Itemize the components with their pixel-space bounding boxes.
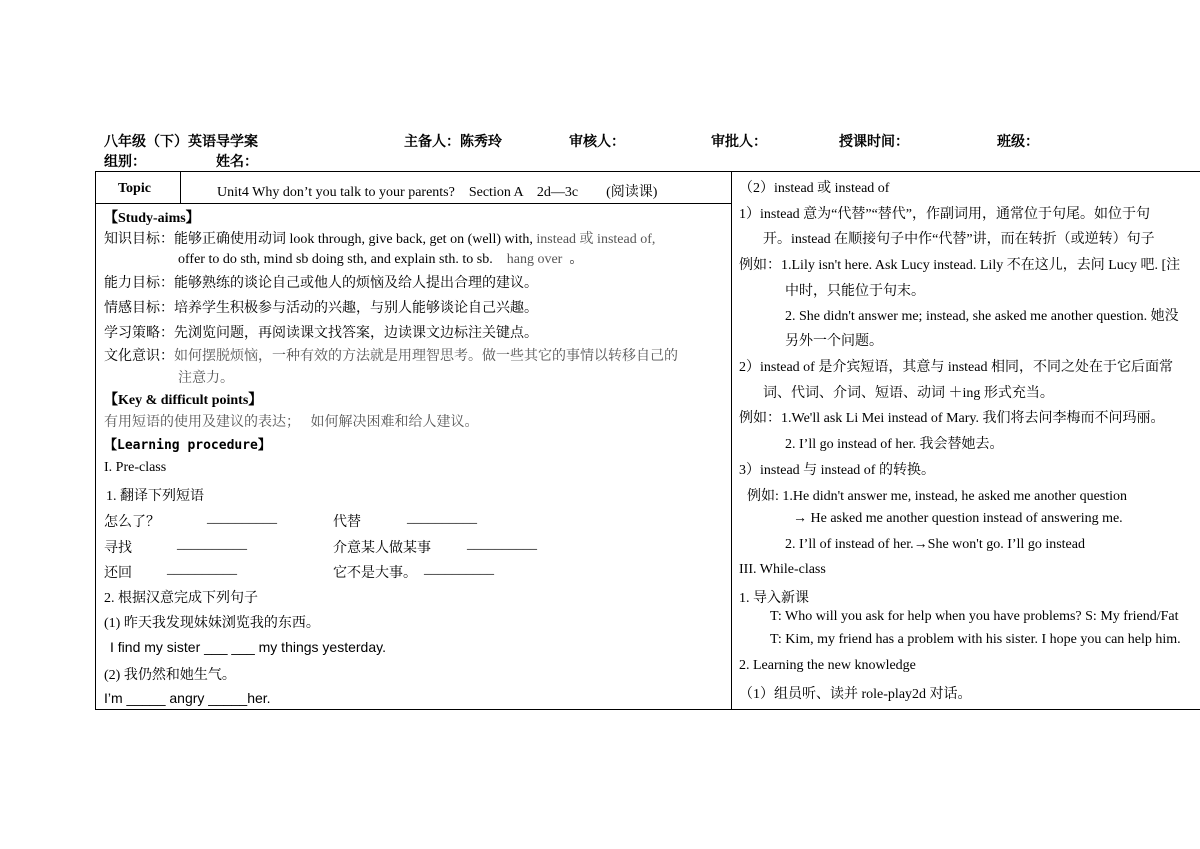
phrase-blank: __________ xyxy=(407,511,477,526)
culture-aim-line1 xyxy=(104,345,678,365)
task2-heading: 2. 根据汉意完成下列句子 xyxy=(104,591,258,606)
preclass-heading: I. Pre-class xyxy=(104,460,167,475)
key-points-heading: 【Key & difficult points】 xyxy=(104,393,263,408)
while-class-heading: III. While-class xyxy=(739,562,826,577)
key-points-text: 有用短语的使用及建议的表达； 如何解决困难和给人建议。 xyxy=(104,415,479,430)
phrase-blank: __________ xyxy=(467,537,537,552)
task1-heading: 1. 翻译下列短语 xyxy=(106,489,204,504)
right-line-12: 3）instead 与 instead of 的转换。 xyxy=(739,463,935,478)
right-line-2: 1）instead 意为“代替”“替代”，作副词用，通常位于句尾。如位于句 xyxy=(739,207,1151,222)
doc-title: 八年级（下）英语导学案 xyxy=(104,135,258,150)
ability-aim: 能力目标：能够熟练的谈论自己或他人的烦恼及给人提出合理的建议。 xyxy=(104,276,538,291)
emotion-aim: 情感目标：培养学生积极参与活动的兴趣，与别人能够谈论自己兴趣。 xyxy=(104,301,538,316)
sentence2-cn: (2) 我仍然和她生气。 xyxy=(104,668,236,683)
topic-value: Unit4 Why don’t you talk to your parents? Section A 2d—3c (阅读课) xyxy=(217,185,658,200)
class-field: 班级： xyxy=(997,135,1039,150)
right-line-1: （2）instead 或 instead of xyxy=(739,181,890,196)
right-line-18: T: Who will you ask for help when you have problems? S: My friend/Fat xyxy=(770,609,1179,624)
class-time: 授课时间： xyxy=(839,135,909,150)
topic-row-border xyxy=(95,203,731,204)
right-line-6: 2. She didn't answer me; instead, she asked me another question. 她没 xyxy=(785,309,1179,324)
table-top-border xyxy=(95,171,1200,172)
knowledge-text-2c: 。 xyxy=(569,252,584,267)
preparer: 主备人：陈秀玲 xyxy=(404,135,502,150)
study-aims-heading: 【Study-aims】 xyxy=(104,211,200,226)
right-line-9: 词、代词、介词、短语、动词 ＋ing 形式充当。 xyxy=(763,386,1054,401)
phrase-blank: __________ xyxy=(424,562,494,577)
knowledge-aim-line1 xyxy=(104,228,655,248)
topic-label: Topic xyxy=(118,181,151,196)
column-divider xyxy=(731,171,732,710)
culture-text-2: 注意力。 xyxy=(178,371,234,386)
culture-label: 文化意识： xyxy=(104,349,174,364)
sentence1-en: I find my sister ___ ___ my things yesterday. xyxy=(110,639,386,655)
knowledge-text-1b: instead 或 instead of, xyxy=(536,232,656,247)
sentence2-en: I’m _____ angry _____her. xyxy=(104,690,271,706)
right-line-8: 2）instead of 是介宾短语，其意与 instead 相同，不同之处在于它后面常 xyxy=(739,360,1173,375)
right-line-19: T: Kim, my friend has a problem with his sister. I hope you can help him. xyxy=(770,632,1181,647)
table-bottom-border xyxy=(95,709,1200,710)
procedure-heading: 【Learning procedure】 xyxy=(104,438,271,453)
culture-text-1: 如何摆脱烦恼，一种有效的方法就是用理智思考。做一些其它的事情以转移自己的 xyxy=(174,349,678,364)
learning-strategy: 学习策略：先浏览问题，再阅读课文找答案，边读课文边标注关键点。 xyxy=(104,326,538,341)
table-left-border xyxy=(95,171,96,710)
knowledge-text-2a: offer to do sth, mind sb doing sth, and explain sth. to sb. xyxy=(178,252,493,267)
group-field: 组别： xyxy=(104,155,146,170)
phrase-blank: __________ xyxy=(177,537,247,552)
phrase-cn: 代替 xyxy=(333,515,361,530)
right-line-20: 2. Learning the new knowledge xyxy=(739,658,916,673)
phrase-cn: 寻找 xyxy=(104,541,132,556)
knowledge-aim-line2 xyxy=(178,248,583,268)
right-line-21: （1）组员听、读并 role-play2d 对话。 xyxy=(739,687,972,702)
approver: 审批人： xyxy=(711,135,767,150)
right-line-5: 中时，只能位于句末。 xyxy=(785,284,925,299)
phrase-blank: __________ xyxy=(207,511,277,526)
right-line-11: 2. I’ll go instead of her. 我会替她去。 xyxy=(785,437,1004,452)
right-line-15: 2. I’ll of instead of her.→She won't go. I’ll go instead xyxy=(785,537,1085,552)
knowledge-text-1a: 能够正确使用动词 look through, give back, get on (well) with, xyxy=(174,232,537,247)
phrase-cn: 介意某人做某事 xyxy=(333,541,431,556)
sentence1-cn: (1) 昨天我发现妹妹浏览我的东西。 xyxy=(104,616,320,631)
phrase-cn: 还回 xyxy=(104,566,132,581)
phrase-cn: 怎么了？ xyxy=(104,515,160,530)
reviewer: 审核人： xyxy=(569,135,625,150)
right-line-10: 例如：1.We'll ask Li Mei instead of Mary. 我们将去问李梅而不问玛丽。 xyxy=(739,411,1165,426)
right-line-4: 例如：1.Lily isn't here. Ask Lucy instead. Lily 不在这儿，去问 Lucy 吧. [注 xyxy=(739,258,1181,273)
right-line-7: 另外一个问题。 xyxy=(785,334,883,349)
phrase-cn: 它不是大事。 xyxy=(333,566,417,581)
right-line-3: 开。instead 在顺接句子中作“代替”讲，而在转折（或逆转）句子 xyxy=(763,232,1155,247)
name-field: 姓名： xyxy=(216,155,258,170)
knowledge-text-2b: hang over xyxy=(506,252,563,267)
phrase-blank: __________ xyxy=(167,562,237,577)
right-line-14: → He asked me another question instead of answering me. xyxy=(793,511,1123,526)
right-line-13: 例如: 1.He didn't answer me, instead, he asked me another question xyxy=(747,489,1128,504)
topic-divider xyxy=(180,171,181,204)
right-line-17: 1. 导入新课 xyxy=(739,591,809,606)
knowledge-label: 知识目标： xyxy=(104,232,174,247)
